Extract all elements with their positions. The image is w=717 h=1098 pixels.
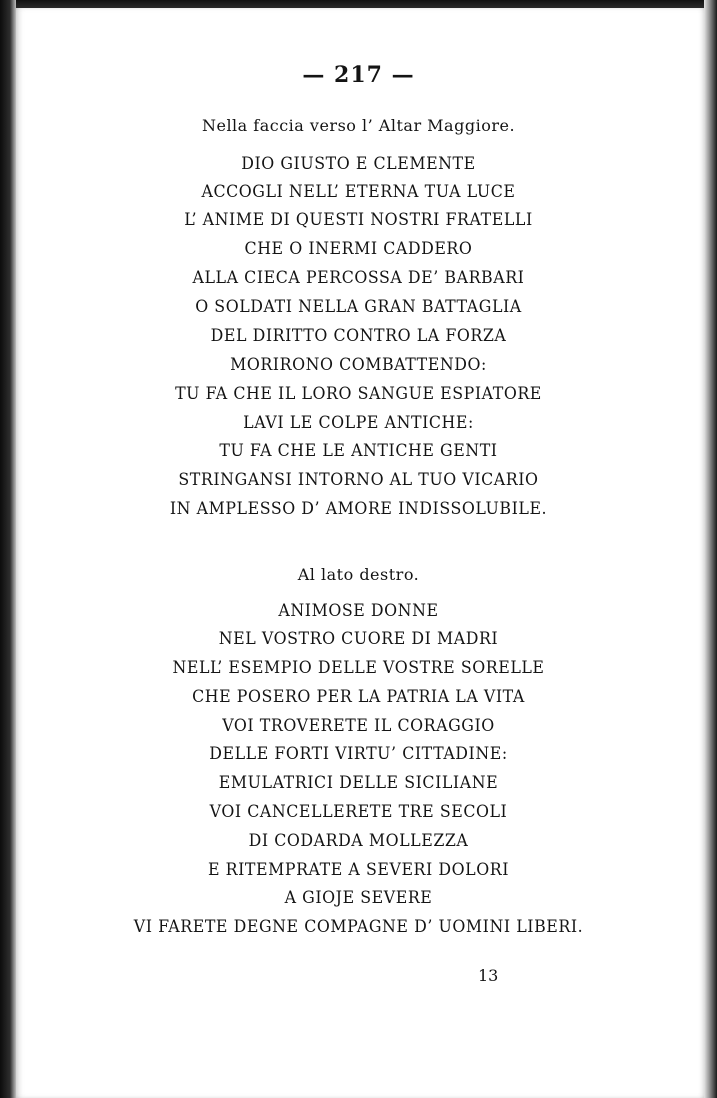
inscription-line: VOI TROVERETE IL CORAGGIO (222, 716, 495, 736)
inscription-line: L’ ANIME DI QUESTI NOSTRI FRATELLI (184, 210, 533, 230)
inscription-line: STRINGANSI INTORNO AL TUO VICARIO (178, 470, 539, 490)
inscription-line: O SOLDATI NELLA GRAN BATTAGLIA (195, 297, 522, 317)
inscription-line: MORIRONO COMBATTENDO: (230, 355, 487, 375)
inscription-line: IN AMPLESSO D’ AMORE INDISSOLUBILE. (169, 499, 548, 519)
inscription-line: NEL VOSTRO CUORE DI MADRI (218, 629, 499, 649)
section-heading-right-side: Al lato destro. (297, 565, 420, 584)
inscription-line: ANIMOSE DONNE (278, 601, 439, 621)
inscription-line: DELLE FORTI VIRTU’ CITTADINE: (209, 744, 508, 764)
scan-left-edge (0, 0, 16, 1098)
inscription-line: LAVI LE COLPE ANTICHE: (243, 413, 474, 433)
inscription-line: VI FARETE DEGNE COMPAGNE D’ UOMINI LIBERI. (133, 917, 584, 937)
signature-mark: 13 (478, 966, 499, 985)
scan-right-edge (704, 0, 717, 1098)
inscription-line: A GIOJE SEVERE (284, 888, 433, 908)
section-heading-altar: Nella faccia verso l’ Altar Maggiore. (201, 116, 516, 135)
inscription-line: TU FA CHE IL LORO SANGUE ESPIATORE (175, 384, 542, 404)
page-number: — 217 — (302, 62, 415, 88)
inscription-line: DIO GIUSTO E CLEMENTE (241, 154, 476, 174)
inscription-line: TU FA CHE LE ANTICHE GENTI (219, 441, 498, 461)
inscription-line: VOI CANCELLERETE TRE SECOLI (209, 802, 508, 822)
inscription-line: ALLA CIECA PERCOSSA DE’ BARBARI (192, 268, 525, 288)
inscription-line: CHE POSERO PER LA PATRIA LA VITA (192, 687, 525, 707)
inscription-line: DI CODARDA MOLLEZZA (248, 831, 469, 851)
inscription-line: DEL DIRITTO CONTRO LA FORZA (210, 326, 507, 346)
inscription-line: NELL’ ESEMPIO DELLE VOSTRE SORELLE (172, 658, 545, 678)
inscription-line: ACCOGLI NELL’ ETERNA TUA LUCE (201, 182, 516, 202)
inscription-line: E RITEMPRATE A SEVERI DOLORI (207, 860, 510, 880)
inscription-line: CHE O INERMI CADDERO (244, 239, 473, 259)
inscription-line: EMULATRICI DELLE SICILIANE (218, 773, 499, 793)
